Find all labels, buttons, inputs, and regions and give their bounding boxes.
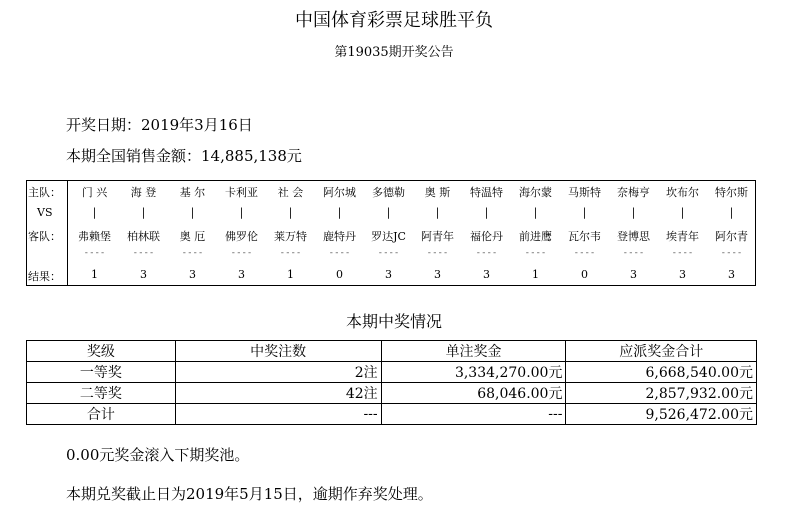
vs-mark: | <box>729 206 734 219</box>
home-team: 坎布尔 <box>666 186 699 199</box>
away-team: 鹿特丹 <box>323 230 356 243</box>
match-result: 3 <box>679 268 686 281</box>
vs-mark: | <box>484 206 489 219</box>
claim-deadline-note: 本期兑奖截止日为2019年5月15日，逾期作弃奖处理。 <box>66 485 433 503</box>
separator-dash: ---- <box>230 248 253 258</box>
home-team: 特尔斯 <box>715 186 748 199</box>
header-level: 奖级 <box>27 341 176 362</box>
header-total-prize: 应派奖金合计 <box>566 341 757 362</box>
vs-mark: | <box>141 206 146 219</box>
separator-dash: ---- <box>720 248 743 258</box>
single-prize: 3,334,270.00元 <box>381 362 566 383</box>
prize-level: 一等奖 <box>27 362 176 383</box>
table-row <box>27 383 757 404</box>
away-team: 前进鹰 <box>519 230 552 243</box>
table-row <box>27 404 757 425</box>
vs-mark: | <box>680 206 685 219</box>
away-team: 佛罗伦 <box>225 230 258 243</box>
draw-number-subtitle: 第19035期开奖公告 <box>334 45 454 60</box>
match-result: 1 <box>91 268 98 281</box>
prize-level: 合计 <box>27 404 176 425</box>
match-result: 1 <box>287 268 294 281</box>
away-team: 登博思 <box>617 230 650 243</box>
match-result: 1 <box>532 268 539 281</box>
vs-mark: | <box>190 206 195 219</box>
total-prize: 2,857,932.00元 <box>566 383 757 404</box>
match-result: 3 <box>140 268 147 281</box>
match-result: 3 <box>728 268 735 281</box>
prize-level: 二等奖 <box>27 383 176 404</box>
prize-table <box>26 340 757 425</box>
home-team: 奥 斯 <box>424 186 451 199</box>
home-team: 卡利亚 <box>225 186 258 199</box>
home-team: 门 兴 <box>81 186 108 199</box>
away-team: 柏林联 <box>127 230 160 243</box>
vs-mark: | <box>288 206 293 219</box>
prize-section-title: 本期中奖情况 <box>345 312 442 331</box>
home-team: 特温特 <box>470 186 503 199</box>
separator-dash: ---- <box>573 248 596 258</box>
away-team: 罗达JC <box>371 230 406 243</box>
match-result: 3 <box>630 268 637 281</box>
separator-dash: ---- <box>83 248 106 258</box>
total-prize: 9,526,472.00元 <box>566 404 757 425</box>
table-row <box>27 362 757 383</box>
separator-dash: ---- <box>622 248 645 258</box>
home-team: 奈梅亨 <box>617 186 650 199</box>
row-label-home: 主队： <box>28 186 61 199</box>
home-team: 社 会 <box>277 186 304 199</box>
home-team: 基 尔 <box>179 186 206 199</box>
page-title: 中国体育彩票足球胜平负 <box>295 10 493 31</box>
winner-count: --- <box>175 404 381 425</box>
rollover-note: 0.00元奖金滚入下期奖池。 <box>66 446 250 464</box>
match-result: 3 <box>238 268 245 281</box>
single-prize: 68,046.00元 <box>381 383 566 404</box>
matches-table <box>26 180 756 286</box>
separator-dash: ---- <box>328 248 351 258</box>
vs-mark: | <box>386 206 391 219</box>
home-team: 多德勒 <box>372 186 405 199</box>
draw-date: 开奖日期：2019年3月16日 <box>66 116 253 134</box>
vs-mark: | <box>435 206 440 219</box>
away-team: 弗赖堡 <box>78 230 111 243</box>
away-team: 福伦丹 <box>470 230 503 243</box>
away-team: 埃青年 <box>666 230 699 243</box>
prize-table-header <box>27 341 757 362</box>
match-result: 3 <box>385 268 392 281</box>
vs-mark: | <box>92 206 97 219</box>
separator-dash: ---- <box>524 248 547 258</box>
vs-mark: | <box>582 206 587 219</box>
separator-dash: ---- <box>426 248 449 258</box>
away-team: 阿青年 <box>421 230 454 243</box>
home-team: 海 登 <box>130 186 157 199</box>
total-prize: 6,668,540.00元 <box>566 362 757 383</box>
row-label-vs: VS <box>37 206 53 219</box>
away-team: 奥 厄 <box>179 230 206 243</box>
away-team: 莱万特 <box>274 230 307 243</box>
vs-mark: | <box>631 206 636 219</box>
home-team: 马斯特 <box>568 186 601 199</box>
away-team: 瓦尔韦 <box>568 230 601 243</box>
winner-count: 42注 <box>175 383 381 404</box>
vs-mark: | <box>337 206 342 219</box>
sales-amount: 本期全国销售金额：14,885,138元 <box>66 147 302 165</box>
match-result: 0 <box>581 268 588 281</box>
row-label-away: 客队： <box>28 230 61 243</box>
single-prize: --- <box>381 404 566 425</box>
match-result: 0 <box>336 268 343 281</box>
separator-dash: ---- <box>671 248 694 258</box>
home-team: 海尔蒙 <box>519 186 552 199</box>
separator-dash: ---- <box>377 248 400 258</box>
winner-count: 2注 <box>175 362 381 383</box>
header-single-prize: 单注奖金 <box>381 341 566 362</box>
home-team: 阿尔城 <box>323 186 356 199</box>
vs-mark: | <box>533 206 538 219</box>
column-divider <box>67 181 68 285</box>
separator-dash: ---- <box>475 248 498 258</box>
separator-dash: ---- <box>181 248 204 258</box>
separator-dash: ---- <box>279 248 302 258</box>
match-result: 3 <box>189 268 196 281</box>
header-count: 中奖注数 <box>175 341 381 362</box>
row-label-result: 结果： <box>28 270 61 283</box>
separator-dash: ---- <box>132 248 155 258</box>
vs-mark: | <box>239 206 244 219</box>
match-result: 3 <box>483 268 490 281</box>
away-team: 阿尔青 <box>715 230 748 243</box>
match-result: 3 <box>434 268 441 281</box>
